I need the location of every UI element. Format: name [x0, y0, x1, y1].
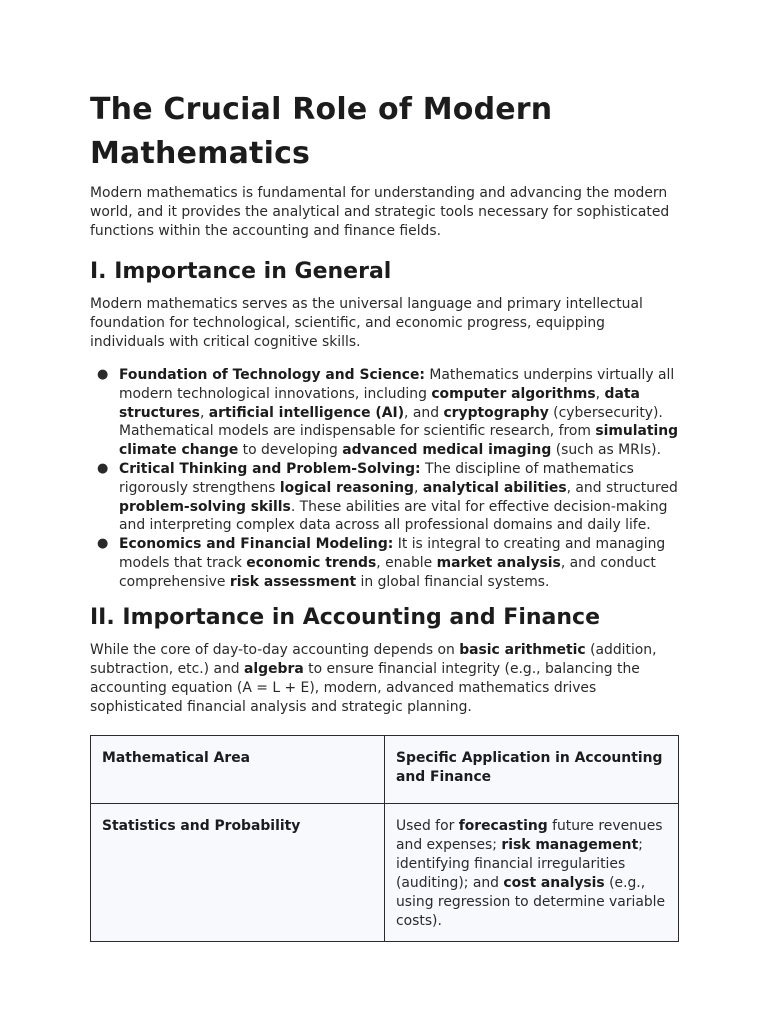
- intro-paragraph: Modern mathematics is fundamental for understanding and advancing the modern world, and it provides the analytical and strategic tools necessary for sophisticated functions within the accounting and finance fields.: [90, 185, 670, 239]
- list-item: ● Economics and Financial Modeling: It is integral to creating and managing models that track economic trends, enable market analysis, and conduct comprehensive risk assessment in global financial systems.: [97, 536, 666, 590]
- bullet-icon: ●: [97, 460, 109, 476]
- bullet-icon: ●: [97, 536, 109, 552]
- table-header-row: [91, 735, 679, 803]
- list-item: ● Foundation of Technology and Science: Mathematics underpins virtually all modern technological innovations, including computer algorithms, data structures, artificial intelligence (AI), and cryptography (cybersecurity). Mathematical models are indispensable for scientific research, from simulating climate change to developing advanced medical imaging (such as MRIs).: [97, 367, 679, 459]
- section-general-lead: Modern mathematics serves as the universal language and primary intellectual foundation for technological, scientific, and economic progress, equipping individuals with critical cognitive skills.: [90, 296, 643, 350]
- table-header-cell: Mathematical Area: [91, 735, 385, 803]
- list-item: ● Critical Thinking and Problem-Solving: The discipline of mathematics rigorously strengthens logical reasoning, analytical abilities, and structured problem-solving skills. These abilities are vital for effective decision-making and interpreting complex data across all professional domains and daily life.: [97, 460, 678, 534]
- page-title: The Crucial Role of Modern Mathematics: [90, 92, 553, 171]
- bullet-icon: ●: [97, 367, 109, 382]
- section-heading-accounting-finance: II. Importance in Accounting and Finance: [90, 604, 601, 630]
- table-header-cell: Specific Application in Accounting and Finance: [385, 735, 679, 803]
- section-heading-general: I. Importance in General: [90, 259, 392, 284]
- table-cell-area: Statistics and Probability: [91, 803, 385, 941]
- table-row: [91, 803, 679, 941]
- table-cell-application: Used for forecasting future revenues and expenses; risk management; identifying financial irregularities (auditing); and cost analysis (e.g., using regression to determine variable costs).: [385, 803, 679, 941]
- section-accounting-lead: While the core of day-to-day accounting depends on basic arithmetic (addition, subtraction, etc.) and algebra to ensure financial integrity (e.g., balancing the accounting equation (A = L + E), modern, advanced mathematics drives sophisticated financial analysis and strategic planning.: [90, 641, 657, 715]
- document-page: [90, 88, 680, 942]
- general-bullet-list: [90, 366, 680, 592]
- math-areas-table: [90, 735, 679, 942]
